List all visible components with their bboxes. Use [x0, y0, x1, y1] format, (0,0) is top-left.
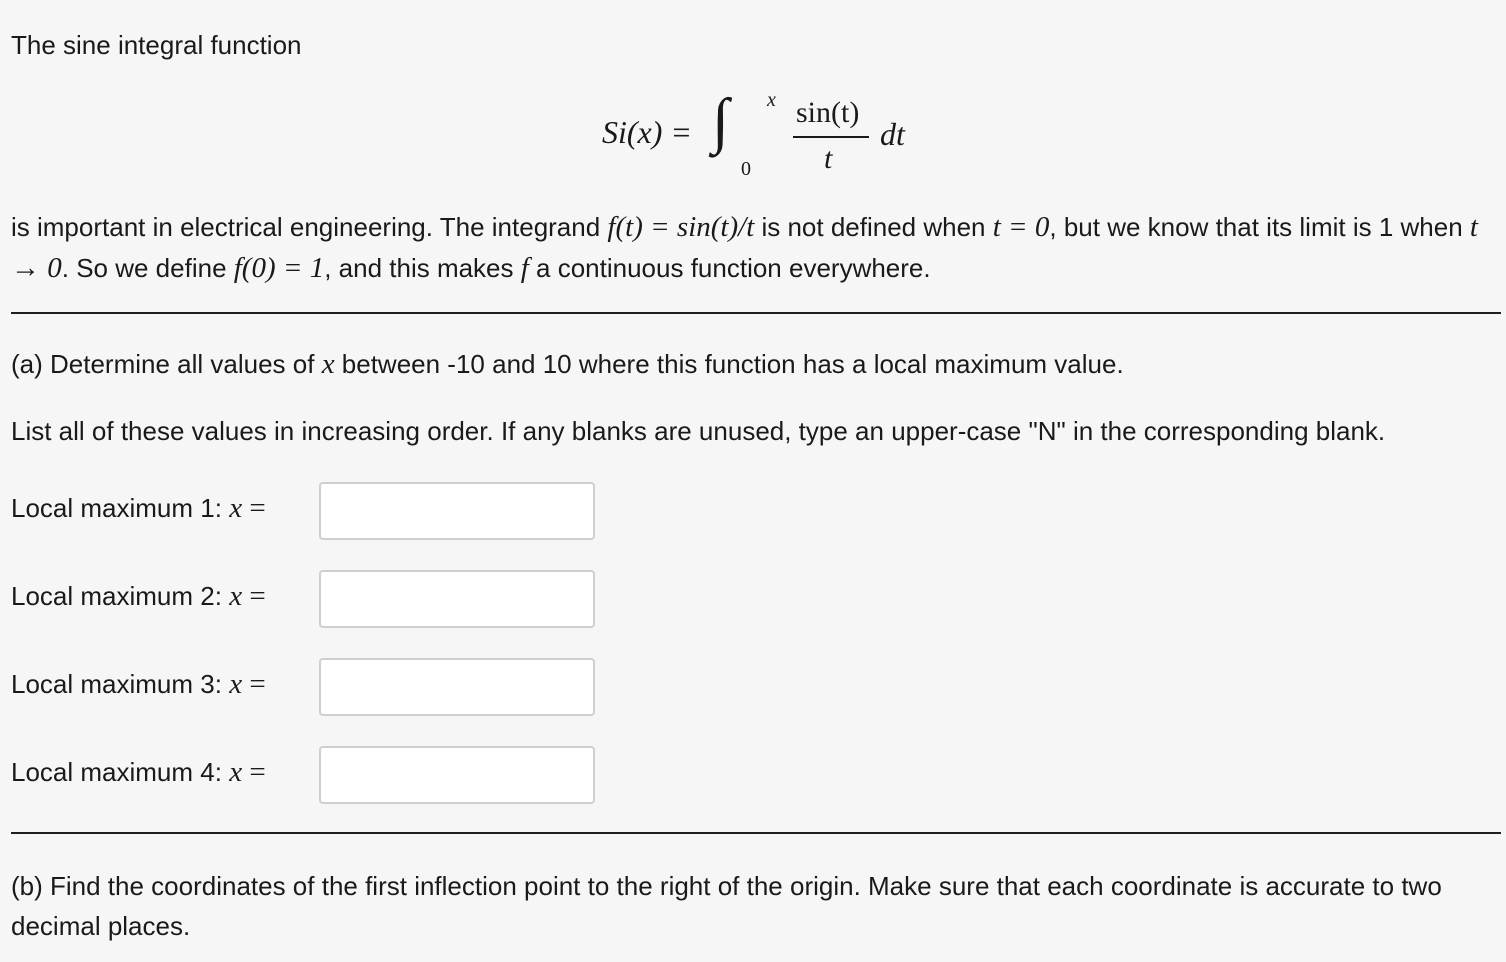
part-b-question: (b) Find the coordinates of the first inflection point to the right of the origin. Make sure that each coordinate is accurate to two decimal places. [11, 871, 1442, 941]
local-max-2-input[interactable] [319, 570, 595, 628]
part-a-instruction: List all of these values in increasing order. If any blanks are unused, type an upper-case "N" in the corresponding blank. [11, 416, 1386, 446]
fraction-bar [793, 136, 869, 138]
divider [11, 832, 1501, 834]
divider [11, 312, 1501, 314]
integral-lower-limit: 0 [741, 158, 751, 180]
local-max-1-input[interactable] [319, 482, 595, 540]
differential: dt [880, 116, 905, 152]
page-title: The sine integral function [11, 30, 302, 60]
local-max-4-input[interactable] [319, 746, 595, 804]
sine-integral-formula [600, 84, 930, 184]
answer-label-2: Local maximum 2: x = [11, 580, 266, 612]
answer-label-1: Local maximum 1: x = [11, 492, 266, 524]
local-max-3-input[interactable] [319, 658, 595, 716]
intro-paragraph: is important in electrical engineering. The integrand f(t) = sin(t)/t is not defined when t = 0, but we know that its limit is 1 when t → 0. So we define f(0) = 1, and this makes f a continuous function everywhere. [11, 211, 1478, 284]
answer-label-4: Local maximum 4: x = [11, 756, 266, 788]
part-a-question: (a) Determine all values of x between -10 and 10 where this function has a local maximum value. [11, 348, 1124, 380]
formula-lhs: Si(x) = [602, 114, 692, 150]
answer-label-3: Local maximum 3: x = [11, 668, 266, 700]
integral-upper-limit: x [767, 89, 776, 111]
integral-sign: ∫ [712, 87, 729, 155]
fraction-numerator: sin(t) [796, 96, 860, 129]
fraction-denominator: t [824, 142, 833, 175]
